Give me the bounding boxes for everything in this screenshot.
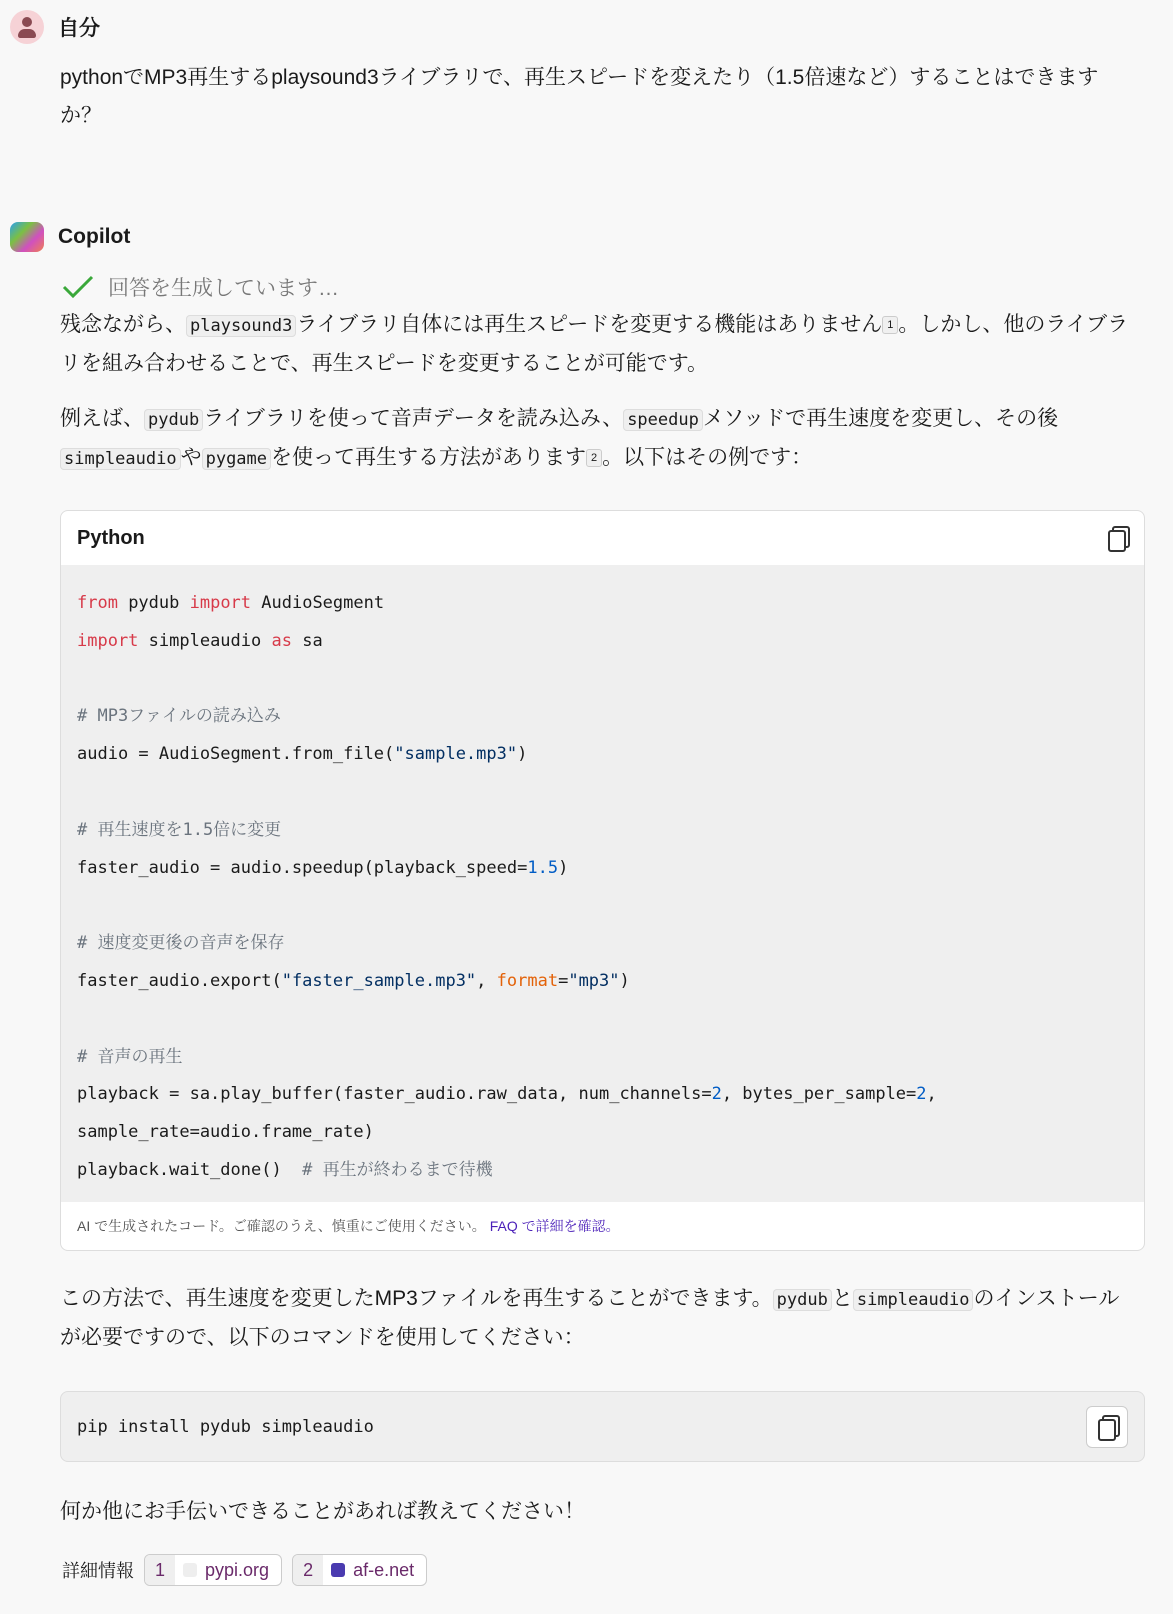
user-message: pythonでMP3再生するplaysound3ライブラリで、再生スピードを変えたり（1.5倍速など）することはできますか？ [60, 66, 1099, 127]
inline-code: simpleaudio [853, 1289, 974, 1311]
copilot-logo-icon [10, 222, 44, 252]
ref-number: 1 [145, 1555, 175, 1585]
ref-site: pypi.org [205, 1559, 270, 1580]
inline-code: pygame [202, 448, 271, 470]
copilot-header [10, 222, 130, 252]
text: ライブラリを使って音声データを読み込み、 [203, 407, 624, 430]
user-header [10, 10, 100, 44]
pip-command: pip install pydub simpleaudio [77, 1416, 374, 1437]
reference-2[interactable] [292, 1554, 427, 1586]
code-content: from pydub import AudioSegment import simpleaudio as sa # MP3ファイルの読み込み audio = AudioSegment.from_file("sample.mp3") # 再生速度を1.5倍に変更 faster_audio = audio.speedup(playback_speed=1.5) # 速度変更後の音声を保存 faster_audio.export("faster_sample.mp3", format="mp3") # 音声の再生 playback = sa.play_buffer(faster_audio.raw_data, num_channels=2, bytes_per_sample=2, sample_rate=audio.frame_rate) playback.wait_done() # 再生が終わるまで待機 [61, 565, 1144, 1202]
text: や [180, 446, 202, 469]
af-e-favicon-icon [331, 1563, 345, 1577]
text: 。しかし、他のライブラリを組み合わせることで、再生スピードを変更することが可能です。 [60, 313, 1129, 375]
copy-icon[interactable] [1106, 526, 1128, 550]
copy-icon [1096, 1415, 1118, 1439]
citation-1[interactable]: 1 [882, 316, 898, 334]
text: 例えば、 [60, 407, 144, 430]
text: ライブラリ自体には再生スピードを変更する機能はありません [296, 313, 883, 336]
disclaimer-text: AI で生成されたコード。ご確認のうえ、慎重にご使用ください。 [77, 1217, 486, 1234]
text: この方法で、再生速度を変更したMP3ファイルを再生することができます。 [60, 1287, 773, 1310]
inline-code: playsound3 [186, 315, 296, 337]
answer-paragraph-2 [60, 400, 1140, 478]
generation-status [62, 272, 339, 302]
references [62, 1554, 427, 1586]
citation-2[interactable]: 2 [586, 449, 602, 467]
reference-1[interactable] [144, 1554, 282, 1586]
pypi-favicon-icon [183, 1563, 197, 1577]
inline-code: pydub [773, 1289, 832, 1311]
inline-code: pydub [144, 409, 203, 431]
status-text: 回答を生成しています… [108, 277, 339, 300]
faq-link[interactable]: FAQ で詳細を確認。 [489, 1217, 620, 1234]
pip-command-block [60, 1391, 1145, 1462]
inline-code: simpleaudio [60, 448, 181, 470]
text: のインストールが必要ですので、以下のコマンドを使用してください： [60, 1287, 1120, 1349]
text: 。以下はその例です： [602, 446, 813, 469]
code-block [60, 510, 1145, 1251]
closing-message: 何か他にお手伝いできることがあれば教えてください！ [60, 1500, 585, 1523]
ref-site: af-e.net [353, 1559, 415, 1580]
code-block-header [61, 511, 1144, 565]
code-disclaimer [61, 1202, 1144, 1250]
copilot-name: Copilot [58, 225, 131, 248]
user-name: 自分 [58, 17, 100, 40]
answer-paragraph-3 [60, 1280, 1140, 1357]
copy-button[interactable] [1086, 1406, 1128, 1448]
text: メソッドで再生速度を変更し、その後 [702, 407, 1059, 430]
code-language: Python [77, 526, 145, 549]
text: と [831, 1287, 853, 1310]
inline-code: speedup [623, 409, 703, 431]
user-avatar [10, 10, 44, 44]
text: 残念ながら、 [60, 313, 186, 336]
text: を使って再生する方法があります [271, 446, 587, 469]
ref-number: 2 [293, 1555, 323, 1585]
checkmark-icon [62, 274, 94, 300]
answer-paragraph-1 [60, 306, 1140, 383]
references-label: 詳細情報 [62, 1561, 134, 1581]
